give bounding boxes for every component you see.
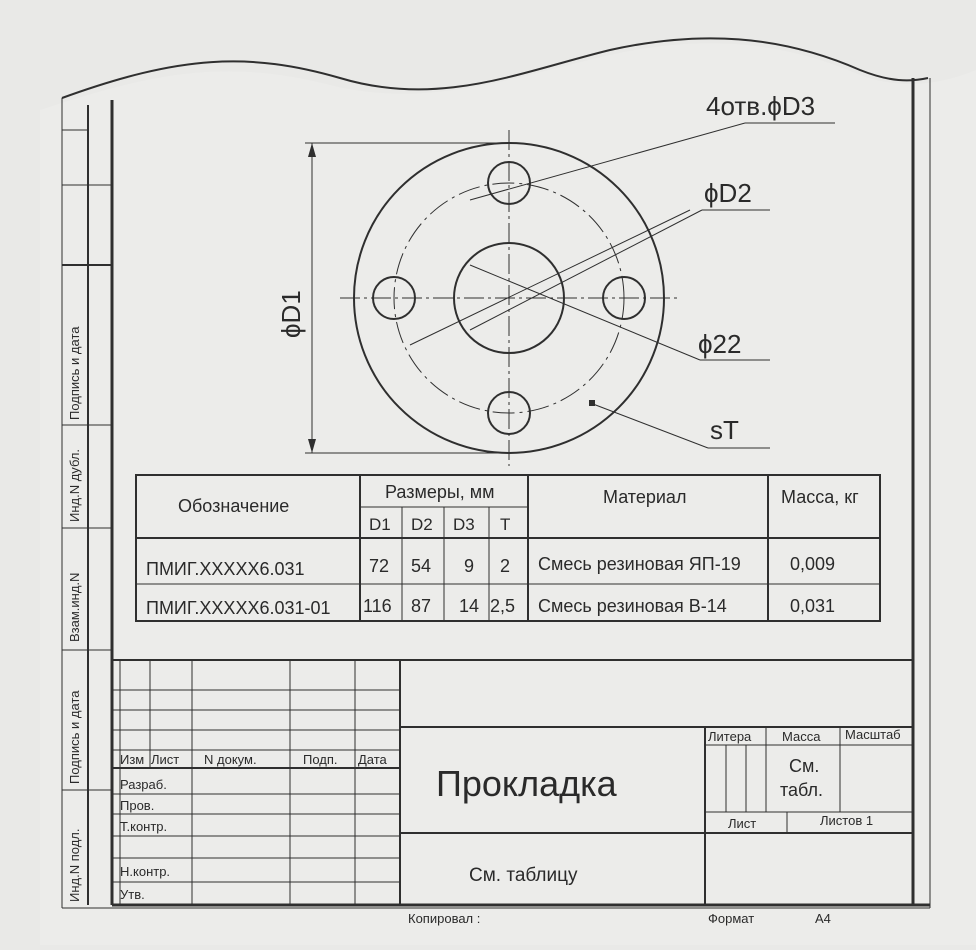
col-n-dokum: N докум.	[204, 752, 257, 767]
row2-mass: 0,031	[790, 596, 836, 616]
stamp-podpis-data-1: Подпись и дата	[67, 326, 82, 420]
header-d2: D2	[411, 515, 433, 534]
mass-value-1: См.	[789, 756, 820, 776]
mass-value-2: табл.	[780, 780, 824, 800]
header-d1: D1	[369, 515, 391, 534]
stamp-inv-dubl: Инд.N дубл.	[67, 448, 82, 522]
callout-inner-diameter: ϕD2	[704, 178, 752, 208]
label-list: Лист	[728, 816, 757, 831]
row2-designation: ПМИГ.XXXXX6.031-01	[146, 598, 331, 618]
title-text: Прокладка	[436, 763, 617, 804]
header-designation: Обозначение	[178, 496, 290, 516]
header-d3: D3	[453, 515, 475, 534]
row1-t: 2	[500, 556, 511, 576]
footer-format-label: Формат	[708, 911, 755, 926]
callout-holes: 4отв.ϕD3	[706, 91, 816, 121]
callout-pitch-diameter: ϕ22	[698, 329, 742, 359]
label-masshtab: Масштаб	[845, 727, 901, 742]
callout-thickness: sT	[710, 415, 739, 445]
row1-material: Смесь резиновая ЯП-19	[538, 554, 741, 574]
footer-format-value: А4	[815, 911, 831, 926]
role-razrab: Разраб.	[120, 777, 167, 792]
label-litera: Литера	[708, 729, 752, 744]
row1-d2: 54	[411, 556, 432, 576]
label-listov: Листов 1	[820, 813, 874, 828]
stamp-inv-podl: Инд.N подл.	[67, 828, 82, 902]
row2-t: 2,5	[490, 596, 516, 616]
col-izm: Изм	[120, 752, 145, 767]
row1-designation: ПМИГ.XXXXX6.031	[146, 559, 305, 579]
row2-d3: 14	[459, 596, 480, 616]
stamp-podpis-data-2: Подпись и дата	[67, 690, 82, 784]
col-data: Дата	[358, 752, 387, 767]
callout-outer-diameter: ϕD1	[276, 290, 306, 338]
footer-copied: Копировал :	[408, 911, 481, 926]
stamp-vzam: Взам.инд.N	[67, 572, 82, 642]
row2-d2: 87	[411, 596, 432, 616]
row2-d1: 116	[363, 596, 392, 616]
header-dimensions: Размеры, мм	[385, 482, 495, 502]
col-list: Лист	[151, 752, 180, 767]
header-t: T	[500, 515, 511, 534]
role-tkontr: Т.контр.	[120, 819, 168, 834]
row2-material: Смесь резиновая В-14	[538, 596, 727, 616]
label-massa: Масса	[782, 729, 821, 744]
row1-d3: 9	[464, 556, 475, 576]
col-podp: Подп.	[303, 752, 338, 767]
role-utv: Утв.	[120, 887, 145, 902]
role-nkontr: Н.контр.	[120, 864, 171, 879]
header-material: Материал	[603, 487, 687, 507]
material-text: См. таблицу	[469, 865, 578, 886]
row1-d1: 72	[369, 556, 390, 576]
role-prov: Пров.	[120, 798, 155, 813]
row1-mass: 0,009	[790, 554, 836, 574]
header-mass: Масса, кг	[781, 487, 859, 507]
